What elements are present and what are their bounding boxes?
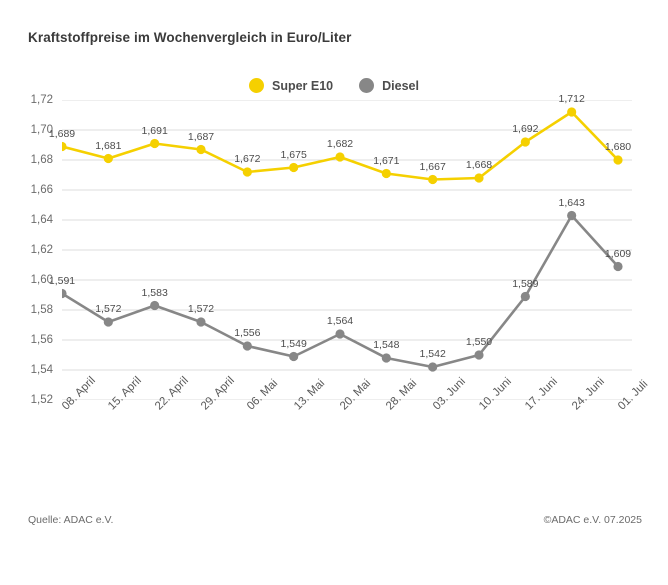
y-axis-tick-label: 1,62: [30, 244, 53, 256]
x-axis-tick-label: 01. Juli: [616, 378, 651, 413]
y-axis-tick-label: 1,54: [30, 364, 53, 376]
x-axis-tick-label: 17. Juni: [523, 375, 561, 413]
data-point-label: 1,687: [187, 130, 215, 143]
data-point-label: 1,672: [234, 153, 261, 165]
x-axis-tick-label: 24. Juni: [569, 375, 607, 413]
chart-plot-area: [30, 93, 632, 406]
data-point-label: 1,550: [465, 336, 493, 348]
data-point-label: 1,572: [187, 303, 215, 315]
y-axis-tick-label: 1,68: [30, 154, 53, 166]
x-axis-tick-label: 08. April: [60, 374, 98, 413]
y-axis-tick-label: 1,60: [30, 274, 53, 286]
data-point-label: 1,691: [141, 124, 168, 137]
x-axis-tick-label: 29. April: [199, 374, 237, 413]
data-point-label: 1,542: [419, 348, 446, 360]
data-point-label: 1,583: [141, 286, 168, 299]
circle-marker-icon: [249, 78, 264, 93]
y-axis-tick-label: 1,64: [30, 214, 53, 226]
data-point-label: 1,675: [280, 148, 307, 161]
data-point-label: 1,681: [95, 139, 122, 152]
data-point-label: 1,591: [48, 274, 76, 287]
data-point-label: 1,689: [48, 127, 76, 140]
data-point-label: 1,682: [326, 138, 354, 150]
x-axis-labels: [60, 374, 651, 492]
y-axis-tick-label: 1,56: [30, 334, 53, 346]
source-note: Quelle: ADAC e.V.: [28, 514, 114, 526]
x-axis-tick-label: 10. Juni: [477, 375, 514, 413]
data-point-label: 1,671: [373, 154, 400, 167]
data-point-label: 1,643: [558, 196, 585, 209]
x-axis-tick-label: 06. Mai: [245, 377, 281, 413]
y-axis-tick-label: 1,70: [30, 124, 53, 136]
x-axis-tick-label: 15. April: [106, 374, 145, 413]
y-axis-tick-label: 1,72: [30, 94, 53, 106]
chart-legend: [0, 78, 668, 93]
data-point-label: 1,549: [280, 337, 307, 350]
data-point-label: 1,589: [512, 277, 539, 290]
y-axis-tick-label: 1,66: [30, 184, 53, 196]
circle-marker-icon: [359, 78, 374, 93]
data-point-label: 1,556: [234, 327, 261, 339]
data-point-label: 1,680: [604, 141, 632, 153]
x-axis-tick-label: 28. Mai: [384, 377, 420, 413]
x-axis-tick-label: 13. Mai: [291, 377, 327, 413]
page-title: Kraftstoffpreise im Wochenvergleich in Euro/Liter: [28, 30, 352, 45]
legend-item-super-e10: [249, 78, 333, 93]
legend-label: Diesel: [382, 78, 419, 93]
y-axis-tick-label: 1,52: [30, 394, 53, 406]
data-point-label: 1,548: [373, 339, 400, 351]
copyright-note: ©ADAC e.V. 07.2025: [543, 514, 642, 526]
data-point-label: 1,692: [512, 123, 539, 135]
data-point-label: 1,668: [465, 159, 493, 171]
x-axis-tick-label: 20. Mai: [338, 377, 374, 413]
data-point-label: 1,572: [95, 303, 122, 315]
data-point-label: 1,564: [326, 315, 354, 327]
y-axis-tick-label: 1,58: [30, 304, 53, 316]
legend-item-diesel: [359, 78, 419, 93]
x-axis-tick-label: 03. Juni: [430, 375, 468, 413]
data-point-label: 1,712: [558, 93, 585, 105]
data-point-label: 1,667: [419, 160, 446, 173]
data-point-label: 1,609: [604, 247, 632, 260]
x-axis-tick-label: 22. April: [152, 374, 191, 413]
legend-label: Super E10: [272, 78, 334, 93]
